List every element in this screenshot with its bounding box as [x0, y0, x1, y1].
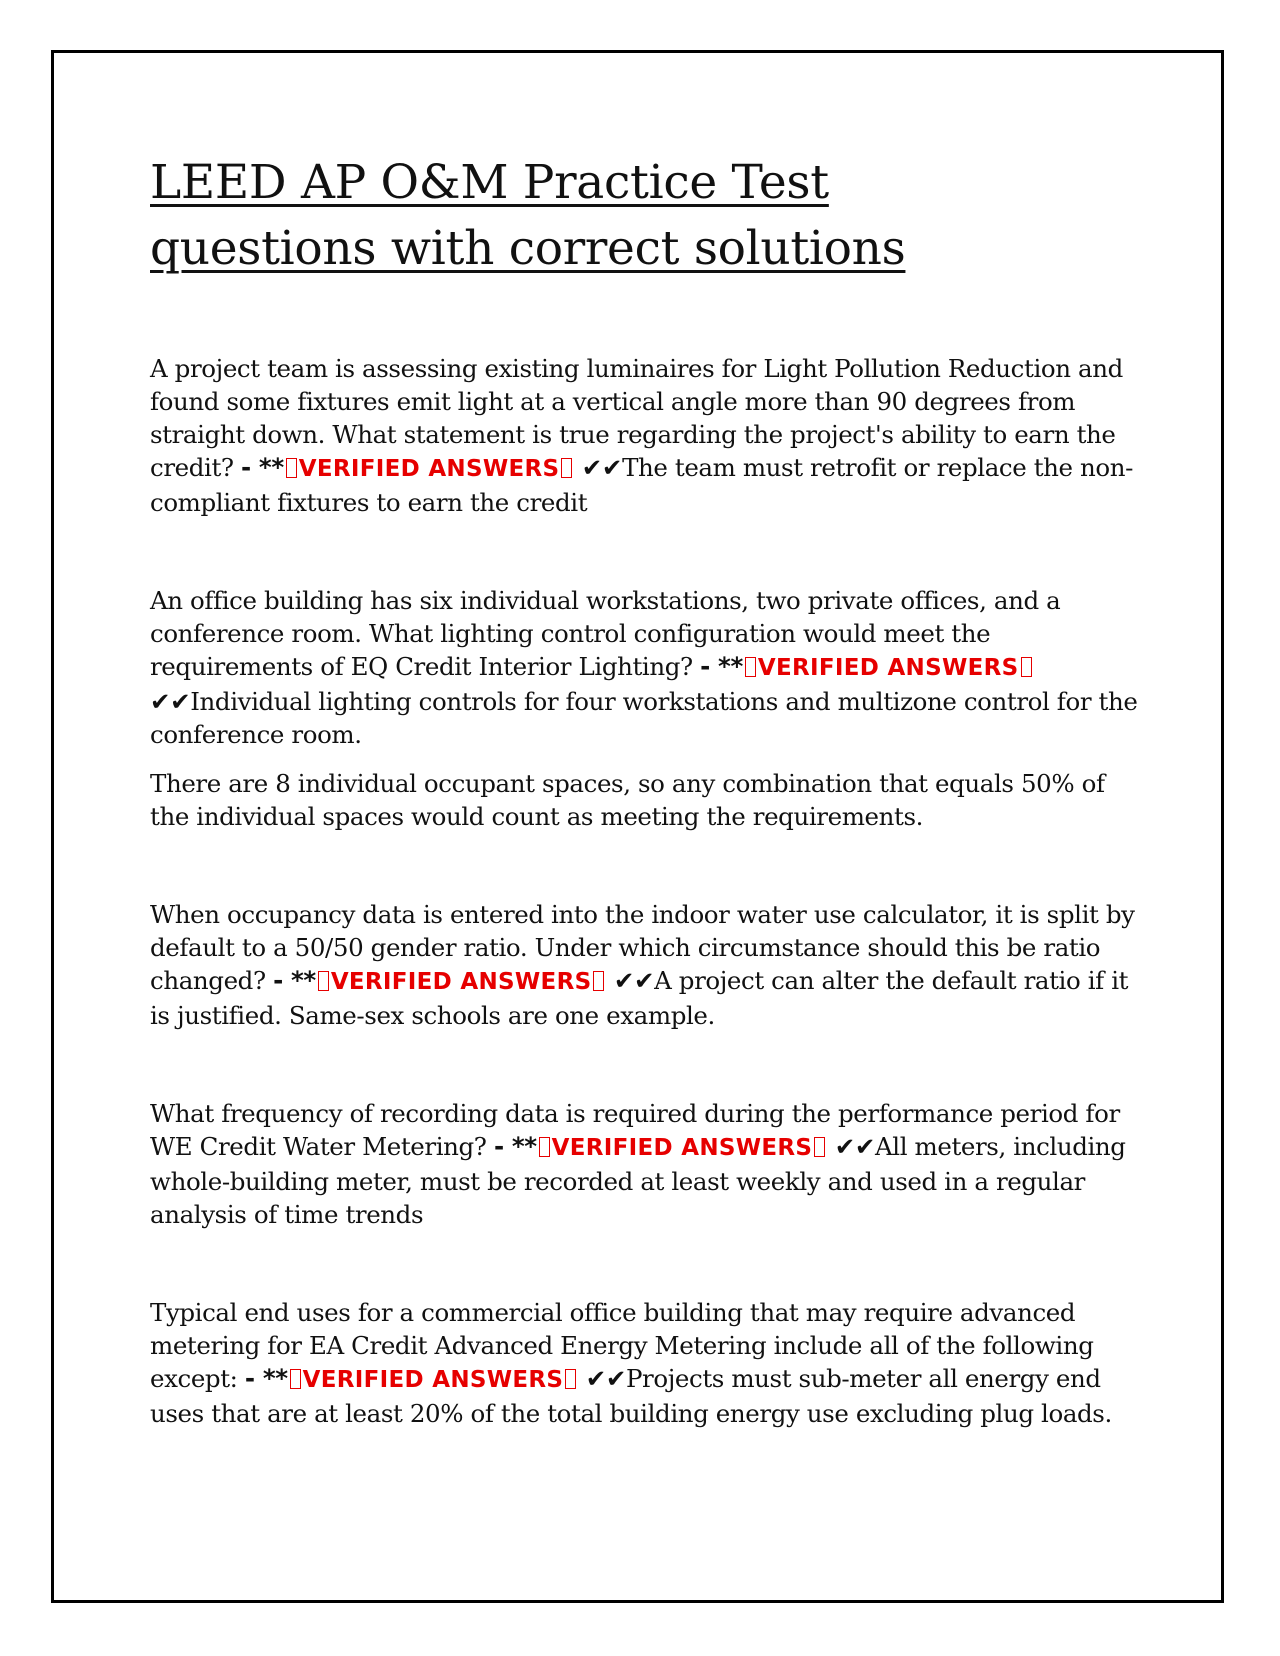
box-icon	[565, 1369, 576, 1389]
question-text: What frequency of recording data is required during the performance period for WE Credit Water Metering?	[150, 1099, 1120, 1161]
title-line-1: LEED AP O&M Practice Test	[150, 155, 829, 210]
document-title	[150, 150, 1140, 282]
separator: - **	[244, 1364, 288, 1393]
box-icon	[814, 1137, 825, 1157]
qa-item	[150, 1097, 1140, 1231]
question-text: Typical end uses for a commercial office building that may require advanced metering for EA Credit Advanced Energy Metering include all of the following except:	[150, 1298, 1094, 1393]
qa-item	[150, 898, 1140, 1032]
question-paragraph	[150, 1296, 1140, 1430]
qa-item	[150, 1296, 1140, 1430]
verified-label-text: VERIFIED ANSWERS	[757, 655, 1019, 681]
question-text: A project team is assessing existing luminaires for Light Pollution Reduction and found some fixtures emit light at a vertical angle more than 90 degrees from straight down. What statement is true regarding the project's ability to earn the credit?	[150, 354, 1123, 482]
verified-label-text: VERIFIED ANSWERS	[302, 1367, 564, 1393]
verified-answers-label	[316, 969, 607, 995]
qa-item	[150, 584, 1140, 833]
qa-item	[150, 352, 1140, 519]
question-paragraph	[150, 898, 1140, 1032]
answer-text: A project can alter the default ratio if it is justified. Same-sex schools are one example.	[150, 966, 1129, 1030]
document-content	[150, 150, 1140, 1430]
box-icon	[745, 657, 756, 677]
title-line-2: questions with correct solutions	[150, 221, 906, 276]
separator: - **	[493, 1132, 537, 1161]
box-icon	[539, 1137, 550, 1157]
question-paragraph	[150, 1097, 1140, 1231]
separator: - **	[273, 966, 316, 995]
separator: - **	[241, 453, 284, 482]
verified-label-text: VERIFIED ANSWERS	[330, 969, 592, 995]
verified-answers-label	[284, 456, 575, 482]
answer-text: All meters, including whole-building meter, must be recorded at least weekly and used in a regular analysis of time trends	[150, 1132, 1126, 1229]
verified-answers-label	[743, 655, 1034, 681]
checkmark-icon: ✔✔	[581, 453, 623, 482]
box-icon	[286, 458, 297, 478]
question-list	[150, 352, 1140, 1430]
verified-answers-label	[288, 1367, 579, 1393]
checkmark-icon: ✔✔	[150, 687, 191, 716]
box-icon	[561, 458, 572, 478]
explanation-paragraph: There are 8 individual occupant spaces, so any combination that equals 50% of the individual spaces would count as meeting the requirements.	[150, 769, 1105, 831]
verified-answers-label	[537, 1135, 828, 1161]
checkmark-icon: ✔✔	[834, 1132, 875, 1161]
box-icon	[1021, 657, 1032, 677]
answer-text: Individual lighting controls for four workstations and multizone control for the conference room.	[150, 687, 1138, 749]
answer-text: The team must retrofit or replace the non-compliant fixtures to earn the credit	[150, 453, 1134, 517]
box-icon	[290, 1369, 301, 1389]
verified-label-text: VERIFIED ANSWERS	[551, 1135, 813, 1161]
box-icon	[593, 971, 604, 991]
question-text: An office building has six individual workstations, two private offices, and a conference room. What lighting control configuration would meet the requirements of EQ Credit Interior Lighting?	[150, 586, 1061, 681]
verified-label-text: VERIFIED ANSWERS	[298, 456, 560, 482]
checkmark-icon: ✔✔	[613, 966, 655, 995]
box-icon	[318, 971, 329, 991]
question-paragraph	[150, 352, 1140, 519]
question-text: When occupancy data is entered into the indoor water use calculator, it is split by default to a 50/50 gender ratio. Under which circumstance should this be ratio changed?	[150, 900, 1135, 995]
question-paragraph	[150, 584, 1140, 751]
answer-text: Projects must sub-meter all energy end uses that are at least 20% of the total building energy use excluding plug loads.	[150, 1364, 1112, 1428]
separator: - **	[700, 652, 743, 681]
checkmark-icon: ✔✔	[585, 1364, 626, 1393]
